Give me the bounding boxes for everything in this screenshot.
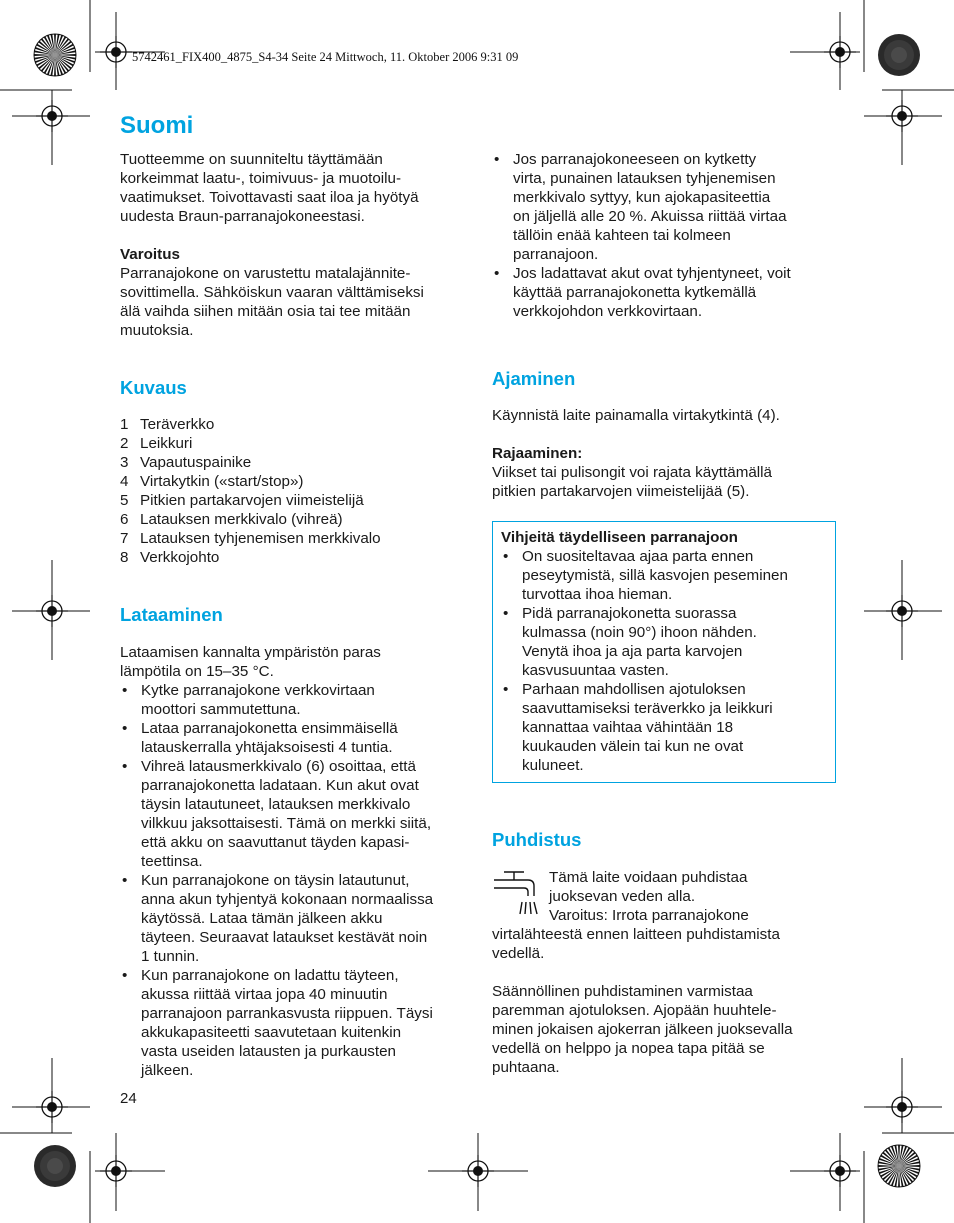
list-item: • On suositeltavaa ajaa parta ennen peseytymistä, sillä kasvojen peseminen turvottaa ihoa hieman. [501, 547, 827, 604]
list-item: 5 Pitkien partakarvojen viimeistelijä [120, 492, 364, 509]
kuvaus-heading: Kuvaus [120, 377, 187, 398]
battery-notes-list [492, 150, 791, 321]
charging-section: Lataamisen kannalta ympäristön paras lämpötila on 15–35 °C. • Kytke parranajokone verkkovirtaan moottori sammutettuna. • Lataa parranajokonetta ensimmäisellä latauskerralla yhtäjaksoisesti 4 tuntia. • Vihreä latausmerkkivalo (6) osoittaa, että parranajokonetta ladataan. Kun akut ovat täysin latautuneet, latauksen merkkivalo vilkkuu jaksottaisesti. Tämä on merkki siitä, että akku on saavuttanut täyden kapasi- teettinsa. • Kun parranajokone on täysin latautunut, anna akun tyhjentyä kokonaan normaalissa käytössä. Lataa tämän jälkeen akku täyteen. Seuraavat lataukset kestävät noin 1 tunnin. • Kun parranajokone on ladattu täyteen, akussa riittää virtaa jopa 40 minuutin parranajoon parrankasvusta riippuen. Täysi akkukapasiteetti saavutetaan kuitenkin vasta useiden latausten ja purkausten jälkeen. [120, 643, 433, 1080]
printer-slug-line: 5742461_FIX400_4875_S4-34 Seite 24 Mittwoch, 11. Oktober 2006 9:31 09 [132, 50, 519, 64]
list-item: • Vihreä latausmerkkivalo (6) osoittaa, että parranajokonetta ladataan. Kun akut ovat täysin latautuneet, latauksen merkkivalo vilkkuu jaksottaisesti. Tämä on merkki siitä, että akku on saavuttanut täyden kapasi- teettinsa. [120, 757, 433, 871]
tips-box [492, 521, 836, 783]
list-item: • Jos parranajokoneeseen on kytketty virta, punainen latauksen tyhjenemisen merkkivalo syttyy, kun ajokapasiteettia on jäljellä alle 20 %. Akuissa riittää virtaa tällöin enää kahteen tai kolmeen parranajoon. [492, 150, 791, 264]
lataaminen-heading: Lataaminen [120, 604, 223, 625]
cleaning-section: Tämä laite voidaan puhdistaa juoksevan veden alla. Varoitus: Irrota parranajokone virtalähteestä ennen laitteen puhdistamista vedellä. Säännöllinen puhdistaminen varmistaa paremman ajotuloksen. Ajopään huuhtele- minen jokaisen ajokerran jälkeen juoksevalla vedellä on helppo ja nopea tapa pitää se puhtaana. [492, 869, 793, 1076]
shaving-section: Käynnistä laite painamalla virtakytkintä (4). Rajaaminen: Viikset tai pulisongit voi rajata käyttämällä pitkien partakarvojen viimeistelijää (5). [492, 407, 780, 500]
list-item: • Parhaan mahdollisen ajotuloksen saavuttamiseksi teräverkko ja leikkuri kannattaa vaihtaa vähintään 18 kuukauden välein tai kun ne ovat kuluneet. [501, 680, 827, 775]
list-item: 8 Verkkojohto [120, 549, 220, 566]
ajaminen-heading: Ajaminen [492, 368, 576, 389]
list-item: • Jos ladattavat akut ovat tyhjentyneet, voit käyttää parranajokonetta kytkemällä verkkojohdon verkkovirtaan. [492, 264, 791, 321]
list-item: 2 Leikkuri [120, 435, 193, 452]
parts-list [120, 415, 381, 567]
warning-section: Varoitus Parranajokone on varustettu matalajännite- sovittimella. Sähköiskun vaaran välttämiseksi älä vaihda siihen mitään osia tai tee mitään muutoksia. [120, 246, 424, 339]
list-item: • Kytke parranajokone verkkovirtaan moottori sammutettuna. [120, 681, 433, 719]
list-item: • Lataa parranajokonetta ensimmäisellä latauskerralla yhtäjaksoisesti 4 tuntia. [120, 719, 433, 757]
list-item: 3 Vapautuspainike [120, 454, 252, 471]
list-item: 6 Latauksen merkkivalo (vihreä) [120, 511, 343, 528]
list-item: 1 Teräverkko [120, 416, 215, 433]
warning-heading: Varoitus [120, 246, 180, 263]
page-title: Suomi [120, 112, 194, 139]
tips-heading: Vihjeitä täydelliseen parranajoon [501, 529, 738, 546]
puhdistus-heading: Puhdistus [492, 829, 582, 850]
intro-paragraph: Tuotteemme on suunniteltu täyttämään korkeimmat laatu-, toimivuus- ja muotoilu- vaatimukset. Toivottavasti saat iloa ja hyötyä uudesta Braun-parranajokoneestasi. [120, 151, 419, 225]
list-item: 7 Latauksen tyhjenemisen merkkivalo [120, 530, 381, 547]
running-water-tap-icon [492, 868, 538, 918]
trimming-heading: Rajaaminen: [492, 445, 583, 462]
list-item: • Kun parranajokone on täysin latautunut, anna akun tyhjentyä kokonaan normaalissa käytössä. Lataa tämän jälkeen akku täyteen. Seuraavat lataukset kestävät noin 1 tunnin. [120, 871, 433, 966]
list-item: • Kun parranajokone on ladattu täyteen, akussa riittää virtaa jopa 40 minuutin parranajoon parrankasvusta riippuen. Täysi akkukapasiteetti saavutetaan kuitenkin vasta useiden latausten ja purkausten jälkeen. [120, 966, 433, 1080]
list-item: • Pidä parranajokonetta suorassa kulmassa (noin 90°) ihoon nähden. Venytä ihoa ja aja parta karvojen kasvusuuntaa vasten. [501, 604, 827, 680]
page-number: 24 [120, 1090, 137, 1107]
list-item: 4 Virtakytkin («start/stop») [120, 473, 304, 490]
